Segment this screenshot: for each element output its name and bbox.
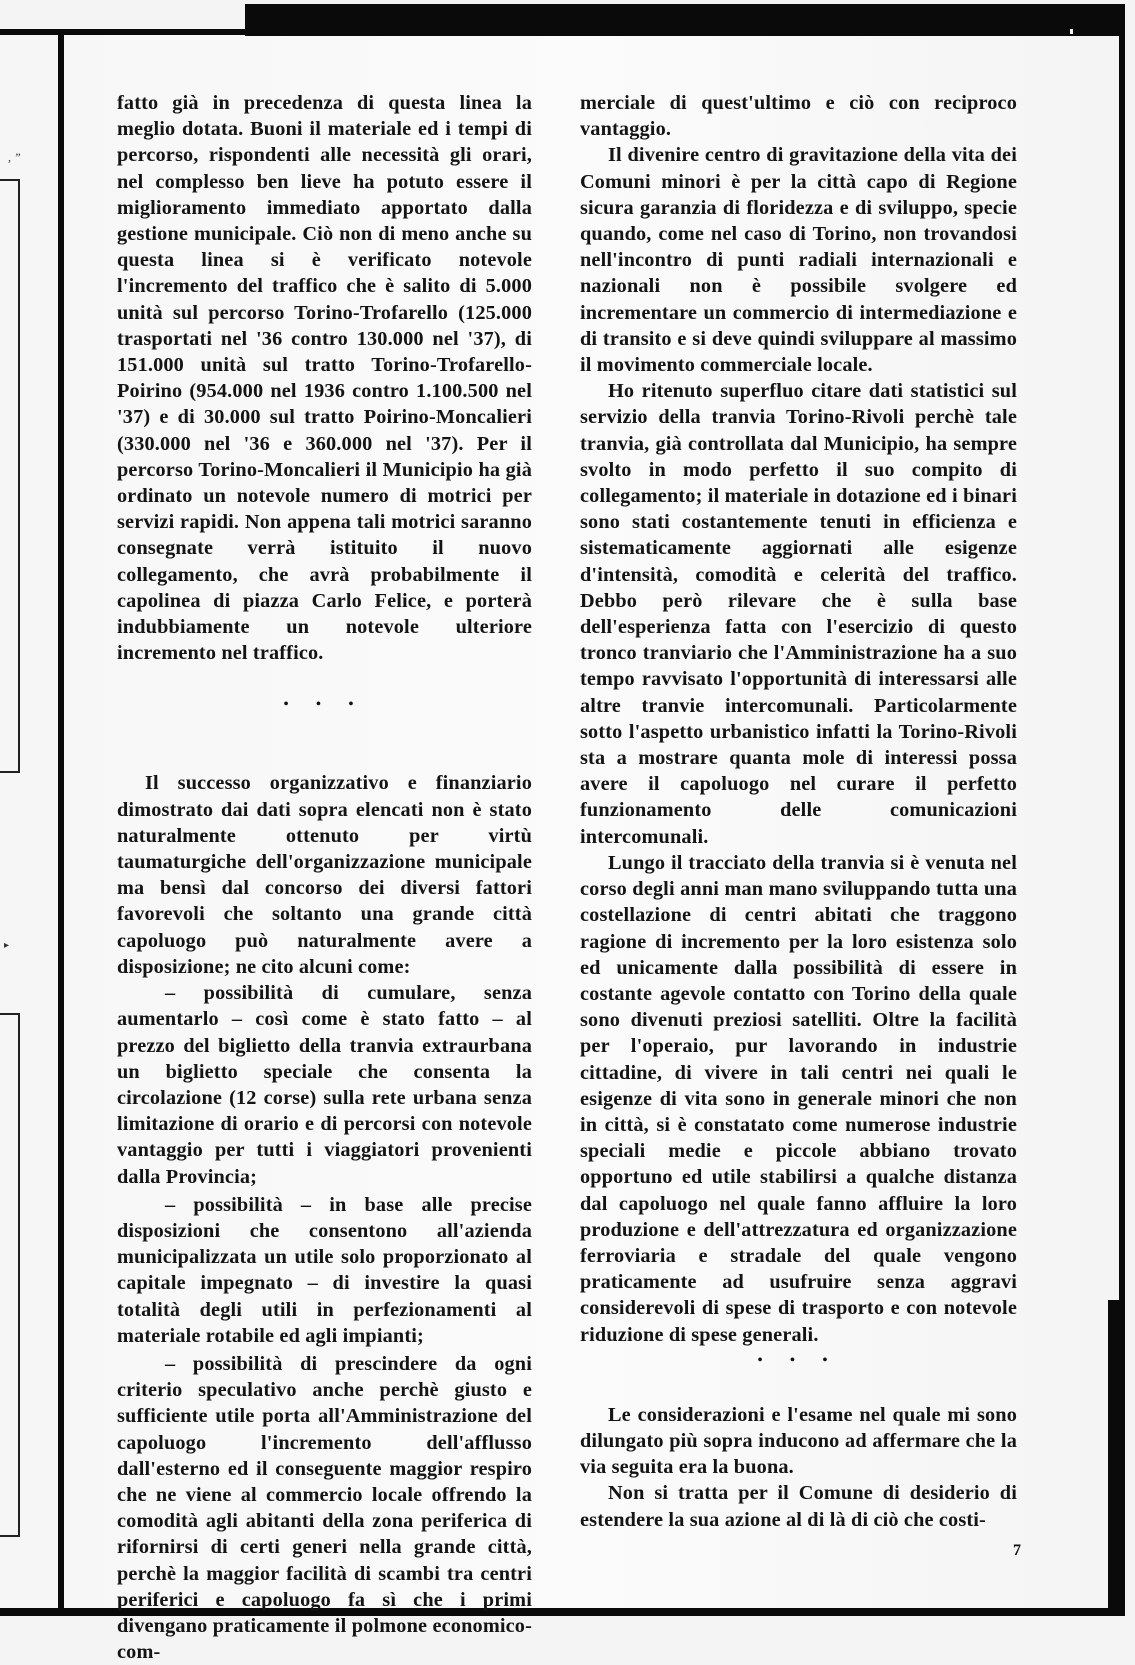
page-number: 7 [1013, 1542, 1021, 1559]
previous-page-chart-fragment [0, 179, 20, 773]
paragraph: fatto già in precedenza di questa linea la meglio dotata. Buoni il materiale ed i tempi di percorso, rispondenti alle necessità gli orari, nel complesso ben lieve ha potuto essere il miglioramento immediato apportato dalla gestione municipale. Ciò non di meno anche su questa linea si è verificato notevole l'incremento del traffico che è salito di 5.000 unità sul percorso Torino-Trofarello (125.000 trasportati nel '36 contro 130.000 nel '37), di 151.000 unità sul tratto Torino-Trofarello-Poirino (954.000 nel 1936 contro 1.100.500 nel '37) e di 30.000 sul tratto Poirino-Moncalieri (330.000 nel '36 e 360.000 nel '37). Per il percorso Torino-Moncalieri il Municipio ha già ordinato un notevole numero di motrici per servizi rapidi. Non appena tali motrici saranno consegnate verrà istituito il nuovo collegamento, che avrà probabilmente il capolinea di piazza Carlo Felice, e porterà indubbiamente un notevole ulteriore incremento nel traffico. [117, 92, 532, 665]
paragraph: merciale di quest'ultimo e ciò con reciproco vantaggio. [580, 92, 1017, 141]
left-column [117, 90, 532, 1665]
list-item: – possibilità – in base alle precise disposizioni che consentono all'azienda municipalizzata un utile solo proporzionato al capitale impegnato – di investire la quasi totalità degli utili in perfezionamenti al materiale rotabile ed agli impianti; [117, 1193, 532, 1347]
scan-right-border-shadow [1108, 1300, 1125, 1614]
paragraph: Il divenire centro di gravitazione della vita dei Comuni minori è per la città capo di Regione sicura garanzia di floridezza e di sviluppo, specie quando, come nel caso di Torino, non trovandosi nell'incontro di punti radiali internazionali e nazionali non è possibile svolgere ed incrementare un commercio di intermediazione e di transito e si deve quindi sviluppare al massimo il movimento commerciale locale. [580, 144, 1017, 377]
paragraph: Il successo organizzativo e finanziario dimostrato dai dati sopra elencati non è stato naturalmente ottenuto per virtù taumaturgiche dell'organizzazione municipale ma bensì dal concorso dei diversi fattori favorevoli che soltanto una grande città capoluogo può naturalmente avere a disposizione; ne cito alcuni come: [117, 772, 532, 978]
paragraph: Lungo il tracciato della tranvia si è venuta nel corso degli anni man mano sviluppando tutta una costellazione di centri abitati che traggono ragione di incremento per la loro esistenza solo ed unicamente dalla possibilità di essere in costante agevole contatto con Torino della quale sono divenuti preziosi satelliti. Oltre la facilità per l'operaio, pur lavorando in industrie cittadine, di vivere in tali centri nei quali le esigenze di vita sono in generale minori che non in città, si è constatato come numerose industrie speciali medie e piccole abbiano trovato opportuno ed utile stabilirsi a qualche distanza dal capoluogo nel quale fanno affluire la loro produzione e dell'attrezzatura ed organizzazione ferroviaria e stradale del quale vengono praticamente ad usufruire senza aggravi considerevoli di spese di trasporto e con notevole riduzione di spese generali. [580, 851, 1017, 1346]
previous-page-chart-fragment [0, 1013, 20, 1537]
section-separator: • • • [283, 697, 366, 713]
previous-page-quote-fragment: , ” [8, 150, 21, 164]
section-separator: • • • [757, 1352, 840, 1368]
paragraph: Ho ritenuto superfluo citare dati statistici sul servizio della tranvia Torino-Rivoli perchè tale tranvia, già controllata dal Municipio, ha sempre svolto in modo perfetto il suo compito di collegamento; il materiale in dotazione ed i binari sono stati costantemente tenuti in efficienza e sistematicamente aggiornati alle esigenze d'intensità, comodità e celerità del traffico. Debbo però rilevare che è sulla base dell'esperienza fatta con l'esercizio di questo tronco tranviario che l'Amministrazione ha a suo tempo ravvisato l'opportunità di interessarsi alle altre tranvie intercomunali. Particolarmente sotto l'aspetto urbanistico infatti la Torino-Rivoli sta a mostrare quanta mole di interessi possa avere il capoluogo nel curare il perfetto funzionamento delle comunicazioni intercomunali. [580, 380, 1017, 848]
scan-speck [1070, 29, 1073, 34]
list-item: – possibilità di prescindere da ogni criterio speculativo anche perchè giusto e sufficiente utile porta all'Amministrazione del capoluogo l'incremento dell'afflusso dall'esterno ed il conseguente maggior respiro che ne viene al commercio locale offrendo la comodità agli abitanti della zona periferica di rifornirsi di certi generi nella grande città, perchè la maggior facilità di scambi tra centri periferici e capoluogo fa sì che i primi divengano praticamente il polmone economico-com- [117, 1352, 532, 1664]
previous-page-edge [0, 35, 58, 1608]
previous-page-mark: ▸ [4, 940, 10, 951]
scan-top-border [245, 4, 1125, 36]
paragraph: Non si tratta per il Comune di desiderio di estendere la sua azione al di là di ciò che costi- [580, 1482, 1017, 1531]
paragraph: Le considerazioni e l'esame nel quale mi sono dilungato più sopra inducono ad affermare che la via seguita era la buona. [580, 1403, 1017, 1479]
book-spine-shadow [58, 30, 64, 1614]
list-item: – possibilità di cumulare, senza aumentarlo – così come è stato fatto – al prezzo del biglietto della tranvia extraurbana un biglietto speciale che consenta la circolazione (12 corse) sulla rete urbana senza limitazione di orario e di percorsi con notevole vantaggio per tutti i viaggiatori provenienti dalla Provincia; [117, 982, 532, 1188]
scan-top-edge [0, 29, 260, 35]
right-column [580, 90, 1017, 1533]
